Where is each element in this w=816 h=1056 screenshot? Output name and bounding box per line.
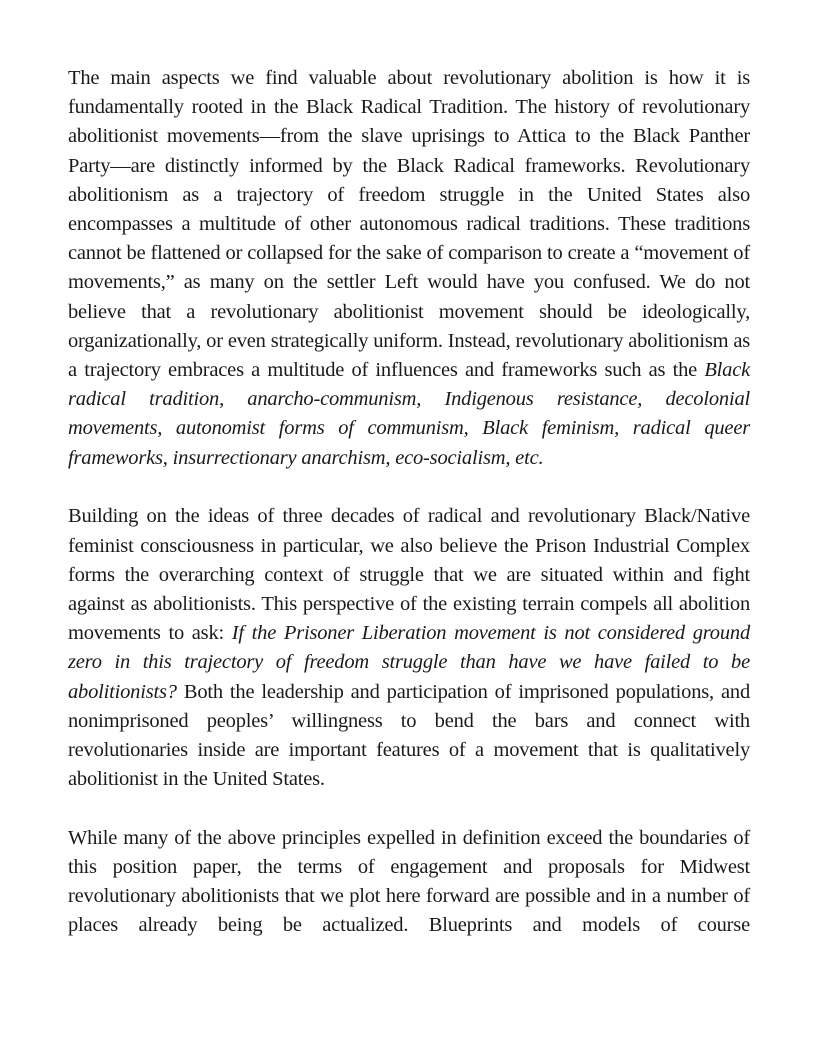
paragraph-1 bbox=[68, 64, 750, 473]
paragraph-2-italic-question: If the Prisoner Liberation movement is not considered ground zero in this trajectory of freedom struggle than have we have failed to be abolitionists? bbox=[68, 622, 750, 703]
paragraph-2 bbox=[68, 502, 750, 794]
paragraph-2-text-intro: Building on the ideas of three decades of radical and revolutionary Black/Native feminist consciousness in particular, we also believe the Prison Industrial Complex forms the overarching context of struggle that we are situated within and fight against as abolitionists. This perspective of the existing terrain compels all abolition movements to ask: bbox=[68, 505, 750, 645]
paragraph-3-text: While many of the above principles expelled in definition exceed the boundaries of this position paper, the terms of engagement and proposals for Midwest revolutionary abolitionists that we plot here forward are possible and in a number of places already being be actualized. Blueprints and models of course bbox=[68, 826, 750, 937]
document-page bbox=[68, 64, 750, 941]
paragraph-3 bbox=[68, 824, 750, 941]
paragraph-1-text: The main aspects we find valuable about revolutionary abolition is how it is fundamentally rooted in the Black Radical Tradition. The history of revolutionary abolitionist movements—from the slave uprisings to Attica to the Black Panther Party—are distinctly informed by the Black Radical frameworks. Revolutionary abolitionism as a trajectory of freedom struggle in the United States also encompasses a multitude of other autonomous radical traditions. These traditions cannot be flattened or collapsed for the sake of comparison to create a “movement of movements,” as many on the settler Left would have you confused. We do not believe that a revolutionary abolitionist movement should be ideologically, organizationally, or even strategically uniform. Instead, revolutionary abolitionism as a trajectory embraces a multitude of influences and frameworks such as the bbox=[68, 67, 750, 382]
paragraph-1-italic-frameworks: Black radical tradition, anarcho-communism, Indigenous resistance, decolonial movements, autonomist forms of communism, Black feminism, radical queer frameworks, insurrectionary anarchism, eco-socialism, etc. bbox=[68, 359, 750, 469]
paragraph-2-text-rest: Both the leadership and participation of imprisoned populations, and nonimprisoned peoples’ willingness to bend the bars and connect with revolutionaries inside are important features of a movement that is qualitatively abolitionist in the United States. bbox=[68, 680, 750, 791]
